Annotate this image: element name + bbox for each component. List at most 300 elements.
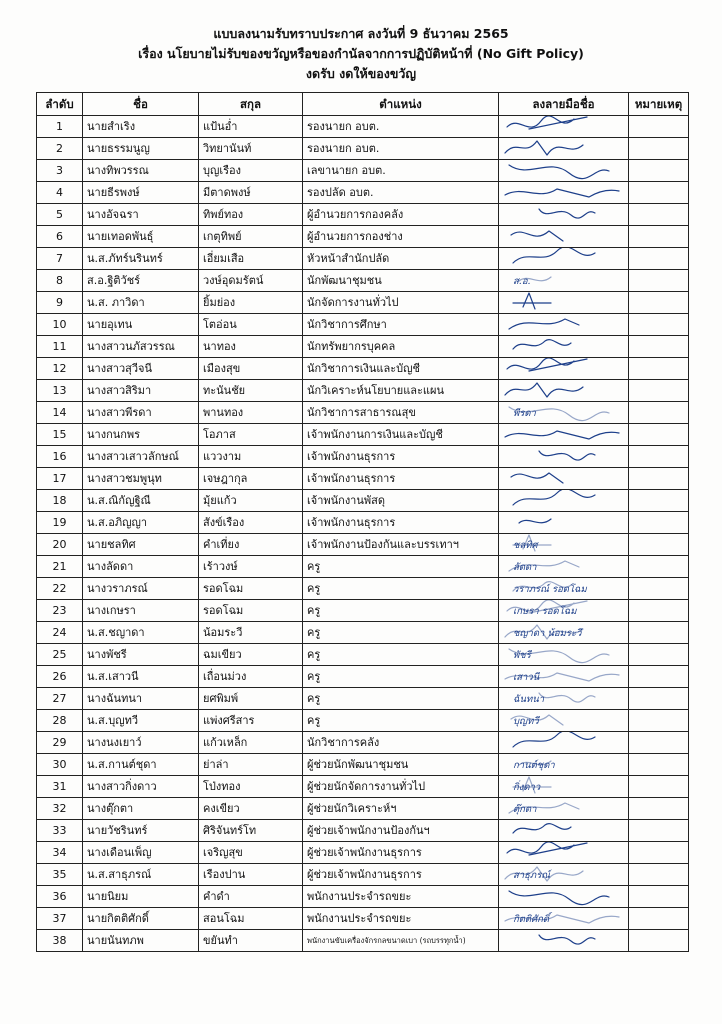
row-position: เจ้าพนักงานป้องกันและบรรเทาฯ xyxy=(303,534,499,556)
signature-stroke xyxy=(505,383,583,397)
row-position: นักทรัพยากรบุคคล xyxy=(303,336,499,358)
table-row xyxy=(37,116,689,138)
row-remark xyxy=(629,358,689,380)
signature-stroke xyxy=(513,490,595,506)
row-remark xyxy=(629,666,689,688)
handwritten-signature xyxy=(499,204,629,226)
row-name: นางลัดดา xyxy=(83,556,199,578)
row-surname: ย่าล่า xyxy=(199,754,303,776)
signature-stroke xyxy=(507,116,587,129)
document-title: แบบลงนามรับทราบประกาศ ลงวันที่ 9 ธันวาคม 2565 xyxy=(213,26,509,41)
row-position: เจ้าพนักงานพัสดุ xyxy=(303,490,499,512)
row-number: 5 xyxy=(37,204,83,226)
row-signature xyxy=(499,798,629,820)
row-surname: ทิพย์ทอง xyxy=(199,204,303,226)
row-position: นักวิชาการสาธารณสุข xyxy=(303,402,499,424)
handwritten-signature xyxy=(499,336,629,358)
signature-stroke xyxy=(513,248,595,264)
row-name: นายชลทิศ xyxy=(83,534,199,556)
row-signature xyxy=(499,270,629,292)
signature-text: ฉันทนา xyxy=(513,694,545,705)
row-name: ส.อ.ฐิติวัชร์ xyxy=(83,270,199,292)
row-surname: มีตาดพงษ์ xyxy=(199,182,303,204)
row-remark xyxy=(629,490,689,512)
handwritten-signature xyxy=(499,468,629,490)
row-number: 36 xyxy=(37,886,83,908)
row-name: นางนงเยาว์ xyxy=(83,732,199,754)
table-row xyxy=(37,182,689,204)
handwritten-signature xyxy=(499,270,629,292)
row-surname: เกตุทิพย์ xyxy=(199,226,303,248)
table-row xyxy=(37,710,689,732)
row-position: ผู้ช่วยเจ้าพนักงานธุรการ xyxy=(303,864,499,886)
row-number: 4 xyxy=(37,182,83,204)
handwritten-signature xyxy=(499,314,629,336)
row-remark xyxy=(629,886,689,908)
row-name: นางเกษรา xyxy=(83,600,199,622)
row-signature xyxy=(499,138,629,160)
row-name: นายนิยม xyxy=(83,886,199,908)
row-remark xyxy=(629,798,689,820)
row-remark xyxy=(629,380,689,402)
row-position: ผู้อำนวยการกองช่าง xyxy=(303,226,499,248)
signature-stroke xyxy=(505,431,619,439)
row-position: ครู xyxy=(303,578,499,600)
row-name: นายธรรมนูญ xyxy=(83,138,199,160)
table-row xyxy=(37,578,689,600)
row-number: 22 xyxy=(37,578,83,600)
table-row xyxy=(37,688,689,710)
handwritten-signature xyxy=(499,666,629,688)
row-signature xyxy=(499,600,629,622)
signature-stroke xyxy=(519,519,551,523)
row-position: รองปลัด อบต. xyxy=(303,182,499,204)
signature-text: เสาวนี xyxy=(513,672,540,683)
row-position: ผู้ช่วยเจ้าพนักงานป้องกันฯ xyxy=(303,820,499,842)
row-signature xyxy=(499,842,629,864)
row-remark xyxy=(629,556,689,578)
row-name: นางตุ๊กตา xyxy=(83,798,199,820)
row-number: 14 xyxy=(37,402,83,424)
row-position: พนักงานขับเครื่องจักรกลขนาดเบา (รถบรรทุกน้ำ) xyxy=(303,930,499,952)
table-row xyxy=(37,204,689,226)
row-name: นายกิตติศักดิ์ xyxy=(83,908,199,930)
signature-text: ชลทิศ xyxy=(513,540,538,551)
row-number: 33 xyxy=(37,820,83,842)
row-name: นางกนกพร xyxy=(83,424,199,446)
row-number: 31 xyxy=(37,776,83,798)
row-number: 7 xyxy=(37,248,83,270)
row-remark xyxy=(629,336,689,358)
row-name: นายอุเทน xyxy=(83,314,199,336)
row-number: 6 xyxy=(37,226,83,248)
row-number: 8 xyxy=(37,270,83,292)
row-surname: แก้วเหล็ก xyxy=(199,732,303,754)
col-header-position: ตำแหน่ง xyxy=(303,93,499,116)
row-remark xyxy=(629,248,689,270)
row-name: นางเดือนเพ็ญ xyxy=(83,842,199,864)
table-row xyxy=(37,248,689,270)
row-remark xyxy=(629,292,689,314)
row-position: หัวหน้าสำนักปลัด xyxy=(303,248,499,270)
signature-stroke xyxy=(513,824,571,833)
row-number: 17 xyxy=(37,468,83,490)
row-signature xyxy=(499,908,629,930)
row-remark xyxy=(629,402,689,424)
handwritten-signature xyxy=(499,248,629,270)
row-position: เจ้าพนักงานการเงินและบัญชี xyxy=(303,424,499,446)
table-row xyxy=(37,534,689,556)
signature-stroke xyxy=(513,293,551,309)
row-position: นักวิชาการเงินและบัญชี xyxy=(303,358,499,380)
row-signature xyxy=(499,358,629,380)
handwritten-signature xyxy=(499,292,629,314)
table-row xyxy=(37,314,689,336)
row-number: 35 xyxy=(37,864,83,886)
handwritten-signature xyxy=(499,402,629,424)
signature-text: เกษรา รอดโฉม xyxy=(513,606,577,617)
signature-text: กิ่งดาว xyxy=(513,782,541,793)
row-position: ครู xyxy=(303,556,499,578)
col-header-surname: สกุล xyxy=(199,93,303,116)
handwritten-signature xyxy=(499,116,629,138)
handwritten-signature xyxy=(499,644,629,666)
row-surname: คำดำ xyxy=(199,886,303,908)
table-row xyxy=(37,336,689,358)
col-header-no: ลำดับ xyxy=(37,93,83,116)
table-row xyxy=(37,732,689,754)
row-position: นักวิชาการคลัง xyxy=(303,732,499,754)
handwritten-signature xyxy=(499,534,629,556)
row-position: ครู xyxy=(303,710,499,732)
row-number: 16 xyxy=(37,446,83,468)
row-position: ครู xyxy=(303,600,499,622)
row-name: นางฉันทนา xyxy=(83,688,199,710)
row-name: นายนันทภพ xyxy=(83,930,199,952)
row-name: นายเทอดพันธุ์ xyxy=(83,226,199,248)
signature-text: สาธุภรณ์ xyxy=(513,870,551,881)
table-row xyxy=(37,402,689,424)
row-name: นางสาวกิ่งดาว xyxy=(83,776,199,798)
row-position: ครู xyxy=(303,622,499,644)
signature-text: พัชรี xyxy=(513,650,531,661)
table-row xyxy=(37,358,689,380)
signature-stroke xyxy=(505,189,619,197)
row-signature xyxy=(499,930,629,952)
handwritten-signature xyxy=(499,842,629,864)
document-header xyxy=(0,24,722,84)
row-number: 26 xyxy=(37,666,83,688)
row-remark xyxy=(629,776,689,798)
row-name: น.ส.บุญทวี xyxy=(83,710,199,732)
handwritten-signature xyxy=(499,622,629,644)
signature-stroke xyxy=(539,209,595,218)
row-surname: โตอ่อน xyxy=(199,314,303,336)
handwritten-signature xyxy=(499,886,629,908)
row-remark xyxy=(629,578,689,600)
handwritten-signature xyxy=(499,556,629,578)
signature-text: กิตติศักดิ์ xyxy=(513,914,550,925)
table-header-row xyxy=(37,93,689,116)
table-row xyxy=(37,864,689,886)
row-remark xyxy=(629,160,689,182)
row-number: 27 xyxy=(37,688,83,710)
row-signature xyxy=(499,490,629,512)
signature-stroke xyxy=(509,165,609,179)
signature-stroke xyxy=(505,141,583,155)
row-name: นายวัชรินทร์ xyxy=(83,820,199,842)
signature-stroke xyxy=(539,935,595,944)
row-surname: บุญเรือง xyxy=(199,160,303,182)
row-signature xyxy=(499,688,629,710)
signature-stroke xyxy=(507,842,587,855)
row-remark xyxy=(629,622,689,644)
row-remark xyxy=(629,644,689,666)
signature-text: บุญทวี xyxy=(513,716,539,727)
document-subtitle: งดรับ งดให้ของขวัญ xyxy=(305,66,417,81)
row-signature xyxy=(499,666,629,688)
table-row xyxy=(37,138,689,160)
row-signature xyxy=(499,644,629,666)
row-name: น.ส.อภิญญา xyxy=(83,512,199,534)
table-row xyxy=(37,424,689,446)
row-remark xyxy=(629,468,689,490)
signature-stroke xyxy=(539,693,595,702)
row-name: นายสำเริง xyxy=(83,116,199,138)
row-remark xyxy=(629,930,689,952)
handwritten-signature xyxy=(499,578,629,600)
row-surname: แพ่งศรีสาร xyxy=(199,710,303,732)
row-position: เลขานายก อบต. xyxy=(303,160,499,182)
row-number: 18 xyxy=(37,490,83,512)
row-surname: เอี่ยมเสือ xyxy=(199,248,303,270)
row-surname: แววงาม xyxy=(199,446,303,468)
table-row xyxy=(37,930,689,952)
signature-stroke xyxy=(509,891,609,905)
row-signature xyxy=(499,380,629,402)
signature-stroke xyxy=(507,358,587,371)
row-name: น.ส.ภัทร์นรินทร์ xyxy=(83,248,199,270)
row-name: นางวราภรณ์ xyxy=(83,578,199,600)
row-surname: เถื่อนม่วง xyxy=(199,666,303,688)
row-remark xyxy=(629,226,689,248)
row-surname: สังข์เรือง xyxy=(199,512,303,534)
row-number: 20 xyxy=(37,534,83,556)
row-surname: คงเขียว xyxy=(199,798,303,820)
table-row xyxy=(37,160,689,182)
row-name: น.ส. ภาวิดา xyxy=(83,292,199,314)
signature-table xyxy=(36,92,689,952)
row-surname: ยศพิมพ์ xyxy=(199,688,303,710)
table-row xyxy=(37,666,689,688)
row-position: ผู้ช่วยนักจัดการงานทั่วไป xyxy=(303,776,499,798)
row-position: เจ้าพนักงานธุรการ xyxy=(303,446,499,468)
row-remark xyxy=(629,424,689,446)
handwritten-signature xyxy=(499,688,629,710)
row-surname: พานทอง xyxy=(199,402,303,424)
signature-stroke xyxy=(511,473,563,483)
row-name: นางสาวเสาวลักษณ์ xyxy=(83,446,199,468)
row-surname: เรืองปาน xyxy=(199,864,303,886)
table-row xyxy=(37,798,689,820)
row-position: เจ้าพนักงานธุรการ xyxy=(303,512,499,534)
row-signature xyxy=(499,116,629,138)
handwritten-signature xyxy=(499,182,629,204)
row-name: นางสาวสิริมา xyxy=(83,380,199,402)
row-position: ผู้ช่วยนักพัฒนาชุมชน xyxy=(303,754,499,776)
row-signature xyxy=(499,820,629,842)
row-number: 34 xyxy=(37,842,83,864)
row-number: 1 xyxy=(37,116,83,138)
signature-text: กานต์ชุดา xyxy=(513,760,555,771)
row-number: 19 xyxy=(37,512,83,534)
row-number: 37 xyxy=(37,908,83,930)
row-signature xyxy=(499,468,629,490)
row-surname: เร้าวงษ์ xyxy=(199,556,303,578)
table-row xyxy=(37,908,689,930)
row-surname: แป้นอ่ำ xyxy=(199,116,303,138)
row-surname: เจษฎากุล xyxy=(199,468,303,490)
row-surname: มุ้ยแก้ว xyxy=(199,490,303,512)
table-row xyxy=(37,270,689,292)
row-name: นางอัจฉรา xyxy=(83,204,199,226)
signature-text: ตุ๊กตา xyxy=(513,804,537,815)
row-name: นางสาวชมพูนุท xyxy=(83,468,199,490)
row-surname: รอดโฉม xyxy=(199,578,303,600)
row-position: เจ้าพนักงานธุรการ xyxy=(303,468,499,490)
handwritten-signature xyxy=(499,930,629,952)
row-number: 38 xyxy=(37,930,83,952)
row-remark xyxy=(629,710,689,732)
handwritten-signature xyxy=(499,490,629,512)
row-signature xyxy=(499,204,629,226)
row-signature xyxy=(499,182,629,204)
row-number: 2 xyxy=(37,138,83,160)
row-remark xyxy=(629,600,689,622)
row-name: นางทิพวรรณ xyxy=(83,160,199,182)
row-signature xyxy=(499,754,629,776)
row-signature xyxy=(499,512,629,534)
row-surname: ฉมเขียว xyxy=(199,644,303,666)
row-remark xyxy=(629,820,689,842)
row-remark xyxy=(629,732,689,754)
signature-text: ชญาดา น้อมระวี xyxy=(513,628,582,639)
row-position: ผู้อำนวยการกองคลัง xyxy=(303,204,499,226)
row-surname: น้อมระวี xyxy=(199,622,303,644)
signature-text: พีรดา xyxy=(513,408,536,419)
row-signature xyxy=(499,226,629,248)
row-signature xyxy=(499,556,629,578)
row-remark xyxy=(629,534,689,556)
row-surname: นาทอง xyxy=(199,336,303,358)
handwritten-signature xyxy=(499,710,629,732)
row-number: 29 xyxy=(37,732,83,754)
handwritten-signature xyxy=(499,138,629,160)
row-position: ครู xyxy=(303,644,499,666)
row-position: ครู xyxy=(303,688,499,710)
row-signature xyxy=(499,446,629,468)
row-signature xyxy=(499,776,629,798)
row-name: นางสาวสุวีจนี xyxy=(83,358,199,380)
row-name: นางสาวพีรดา xyxy=(83,402,199,424)
signature-stroke xyxy=(513,340,571,349)
row-number: 3 xyxy=(37,160,83,182)
row-surname: ทะนันชัย xyxy=(199,380,303,402)
signature-stroke xyxy=(511,231,563,241)
table-row xyxy=(37,886,689,908)
row-signature xyxy=(499,622,629,644)
table-row xyxy=(37,468,689,490)
row-number: 28 xyxy=(37,710,83,732)
handwritten-signature xyxy=(499,512,629,534)
row-number: 21 xyxy=(37,556,83,578)
row-number: 25 xyxy=(37,644,83,666)
row-position: พนักงานประจำรถขยะ xyxy=(303,886,499,908)
signature-text: ลัดดา xyxy=(513,562,537,573)
table-row xyxy=(37,644,689,666)
row-position: ผู้ช่วยเจ้าพนักงานธุรการ xyxy=(303,842,499,864)
table-row xyxy=(37,226,689,248)
row-remark xyxy=(629,314,689,336)
row-position: ผู้ช่วยนักวิเคราะห์ฯ xyxy=(303,798,499,820)
row-surname: คำเที่ยง xyxy=(199,534,303,556)
row-name: น.ส.ณิกัญฐิณี xyxy=(83,490,199,512)
row-position: รองนายก อบต. xyxy=(303,116,499,138)
row-number: 9 xyxy=(37,292,83,314)
row-remark xyxy=(629,908,689,930)
row-signature xyxy=(499,424,629,446)
row-remark xyxy=(629,864,689,886)
row-remark xyxy=(629,842,689,864)
row-position: นักพัฒนาชุมชน xyxy=(303,270,499,292)
table-row xyxy=(37,380,689,402)
row-surname: เมืองสุข xyxy=(199,358,303,380)
row-surname: โป่งทอง xyxy=(199,776,303,798)
handwritten-signature xyxy=(499,908,629,930)
signature-stroke xyxy=(509,319,579,329)
row-name: นางสาวนภัสวรรณ xyxy=(83,336,199,358)
handwritten-signature xyxy=(499,226,629,248)
row-position: รองนายก อบต. xyxy=(303,138,499,160)
handwritten-signature xyxy=(499,776,629,798)
handwritten-signature xyxy=(499,754,629,776)
row-surname: โอภาส xyxy=(199,424,303,446)
table-row xyxy=(37,556,689,578)
row-surname: ขยันทำ xyxy=(199,930,303,952)
row-signature xyxy=(499,710,629,732)
col-header-remark: หมายเหตุ xyxy=(629,93,689,116)
row-remark xyxy=(629,270,689,292)
row-signature xyxy=(499,336,629,358)
row-remark xyxy=(629,688,689,710)
table-row xyxy=(37,490,689,512)
handwritten-signature xyxy=(499,798,629,820)
handwritten-signature xyxy=(499,600,629,622)
handwritten-signature xyxy=(499,732,629,754)
row-name: น.ส.กานต์ชุดา xyxy=(83,754,199,776)
handwritten-signature xyxy=(499,446,629,468)
handwritten-signature xyxy=(499,864,629,886)
signature-stroke xyxy=(513,732,595,748)
handwritten-signature xyxy=(499,160,629,182)
table-row xyxy=(37,820,689,842)
row-surname: รอดโฉม xyxy=(199,600,303,622)
table-row xyxy=(37,622,689,644)
row-signature xyxy=(499,160,629,182)
row-surname: วิทยานันท์ xyxy=(199,138,303,160)
table-row xyxy=(37,292,689,314)
signature-stroke xyxy=(539,451,595,460)
